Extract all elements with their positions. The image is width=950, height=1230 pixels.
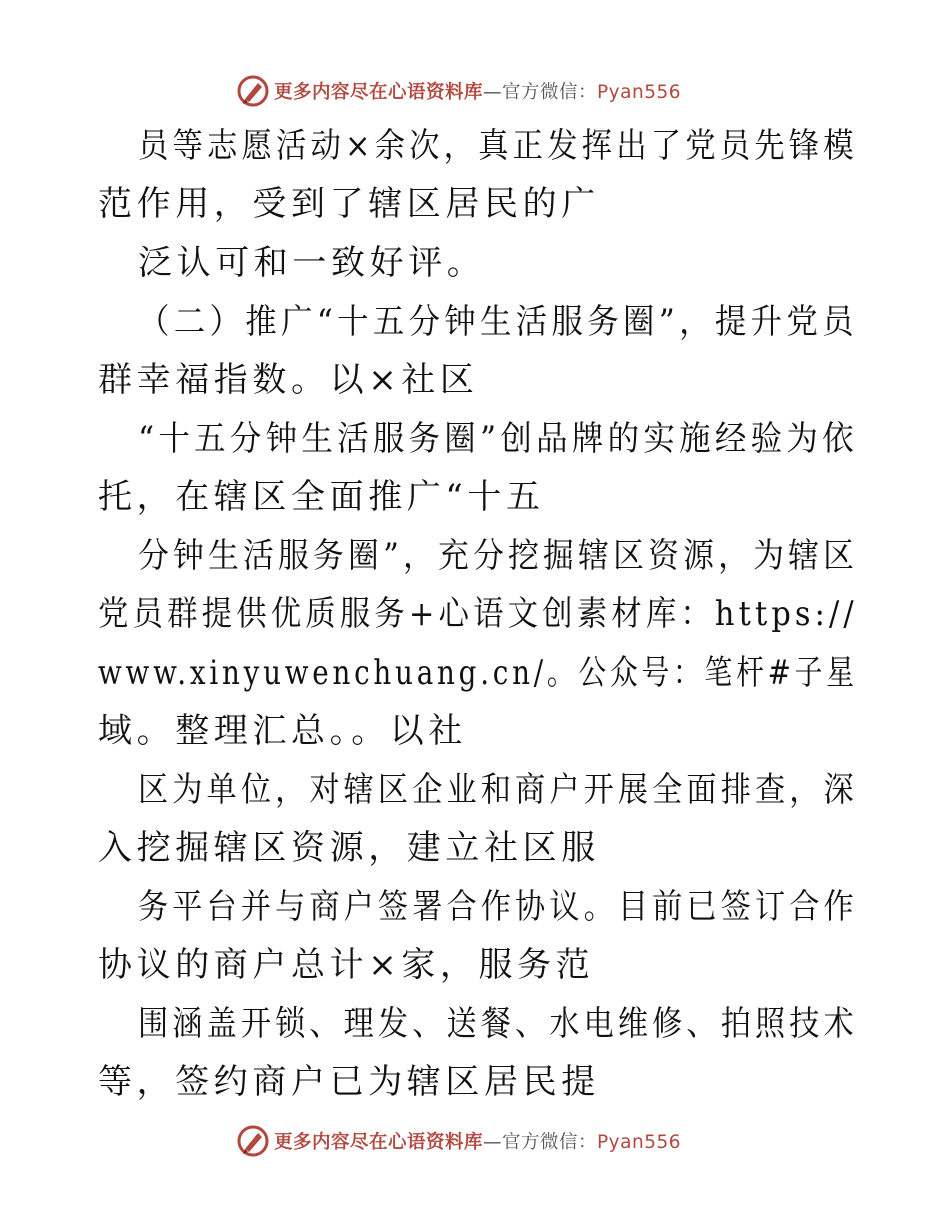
- text-line: 区为单位，对辖区企业和商户开展全面排查，深: [138, 770, 858, 810]
- text-line: 泛认可和一致好评。: [138, 243, 486, 283]
- text-line: 围涵盖开锁、理发、送餐、水电维修、拍照技术: [138, 1004, 858, 1044]
- footer-watermark: [236, 1124, 681, 1158]
- watermark-text: [274, 78, 681, 104]
- text-line: 分钟生活服务圈”，充分挖掘辖区资源，为辖区: [138, 536, 859, 576]
- text-line: 托，在辖区全面推广“十五: [98, 477, 545, 517]
- text-line: 党员群提供优质服务+心语文创素材库：https://: [98, 594, 858, 634]
- watermark-sub: —官方微信：: [483, 82, 598, 103]
- text-line: 务平台并与商户签署合作协议。目前已签订合作: [138, 887, 858, 927]
- text-line: 群幸福指数。以×社区: [98, 360, 479, 400]
- pen-logo-icon: [236, 1124, 270, 1158]
- watermark-brand: 更多内容尽在心语资料库: [274, 1132, 484, 1153]
- watermark-sub: —官方微信：: [483, 1132, 598, 1153]
- text-line: （二）推广“十五分钟生活服务圈”，提升党员: [138, 302, 858, 342]
- text-line: “十五分钟生活服务圈”创品牌的实施经验为依: [138, 419, 858, 459]
- text-line: 域。整理汇总。。以社: [98, 711, 467, 751]
- text-line: 员等志愿活动×余次，真正发挥出了党员先锋模: [138, 126, 858, 166]
- text-line: www.xinyuwenchuang.cn/。公众号：笔杆#子星: [98, 653, 858, 693]
- text-line: 范作用，受到了辖区居民的广: [98, 184, 600, 224]
- text-line: 入挖掘辖区资源，建立社区服: [98, 828, 600, 868]
- watermark-id: Pyan556: [597, 1132, 682, 1153]
- watermark-id: Pyan556: [597, 82, 682, 103]
- pen-logo-icon: [236, 74, 270, 108]
- text-line: 等，签约商户已为辖区居民提: [98, 1062, 600, 1102]
- watermark-brand: 更多内容尽在心语资料库: [274, 82, 484, 103]
- header-watermark: [236, 74, 681, 108]
- watermark-text: [274, 1128, 681, 1154]
- text-line: 协议的商户总计×家，服务范: [98, 945, 595, 985]
